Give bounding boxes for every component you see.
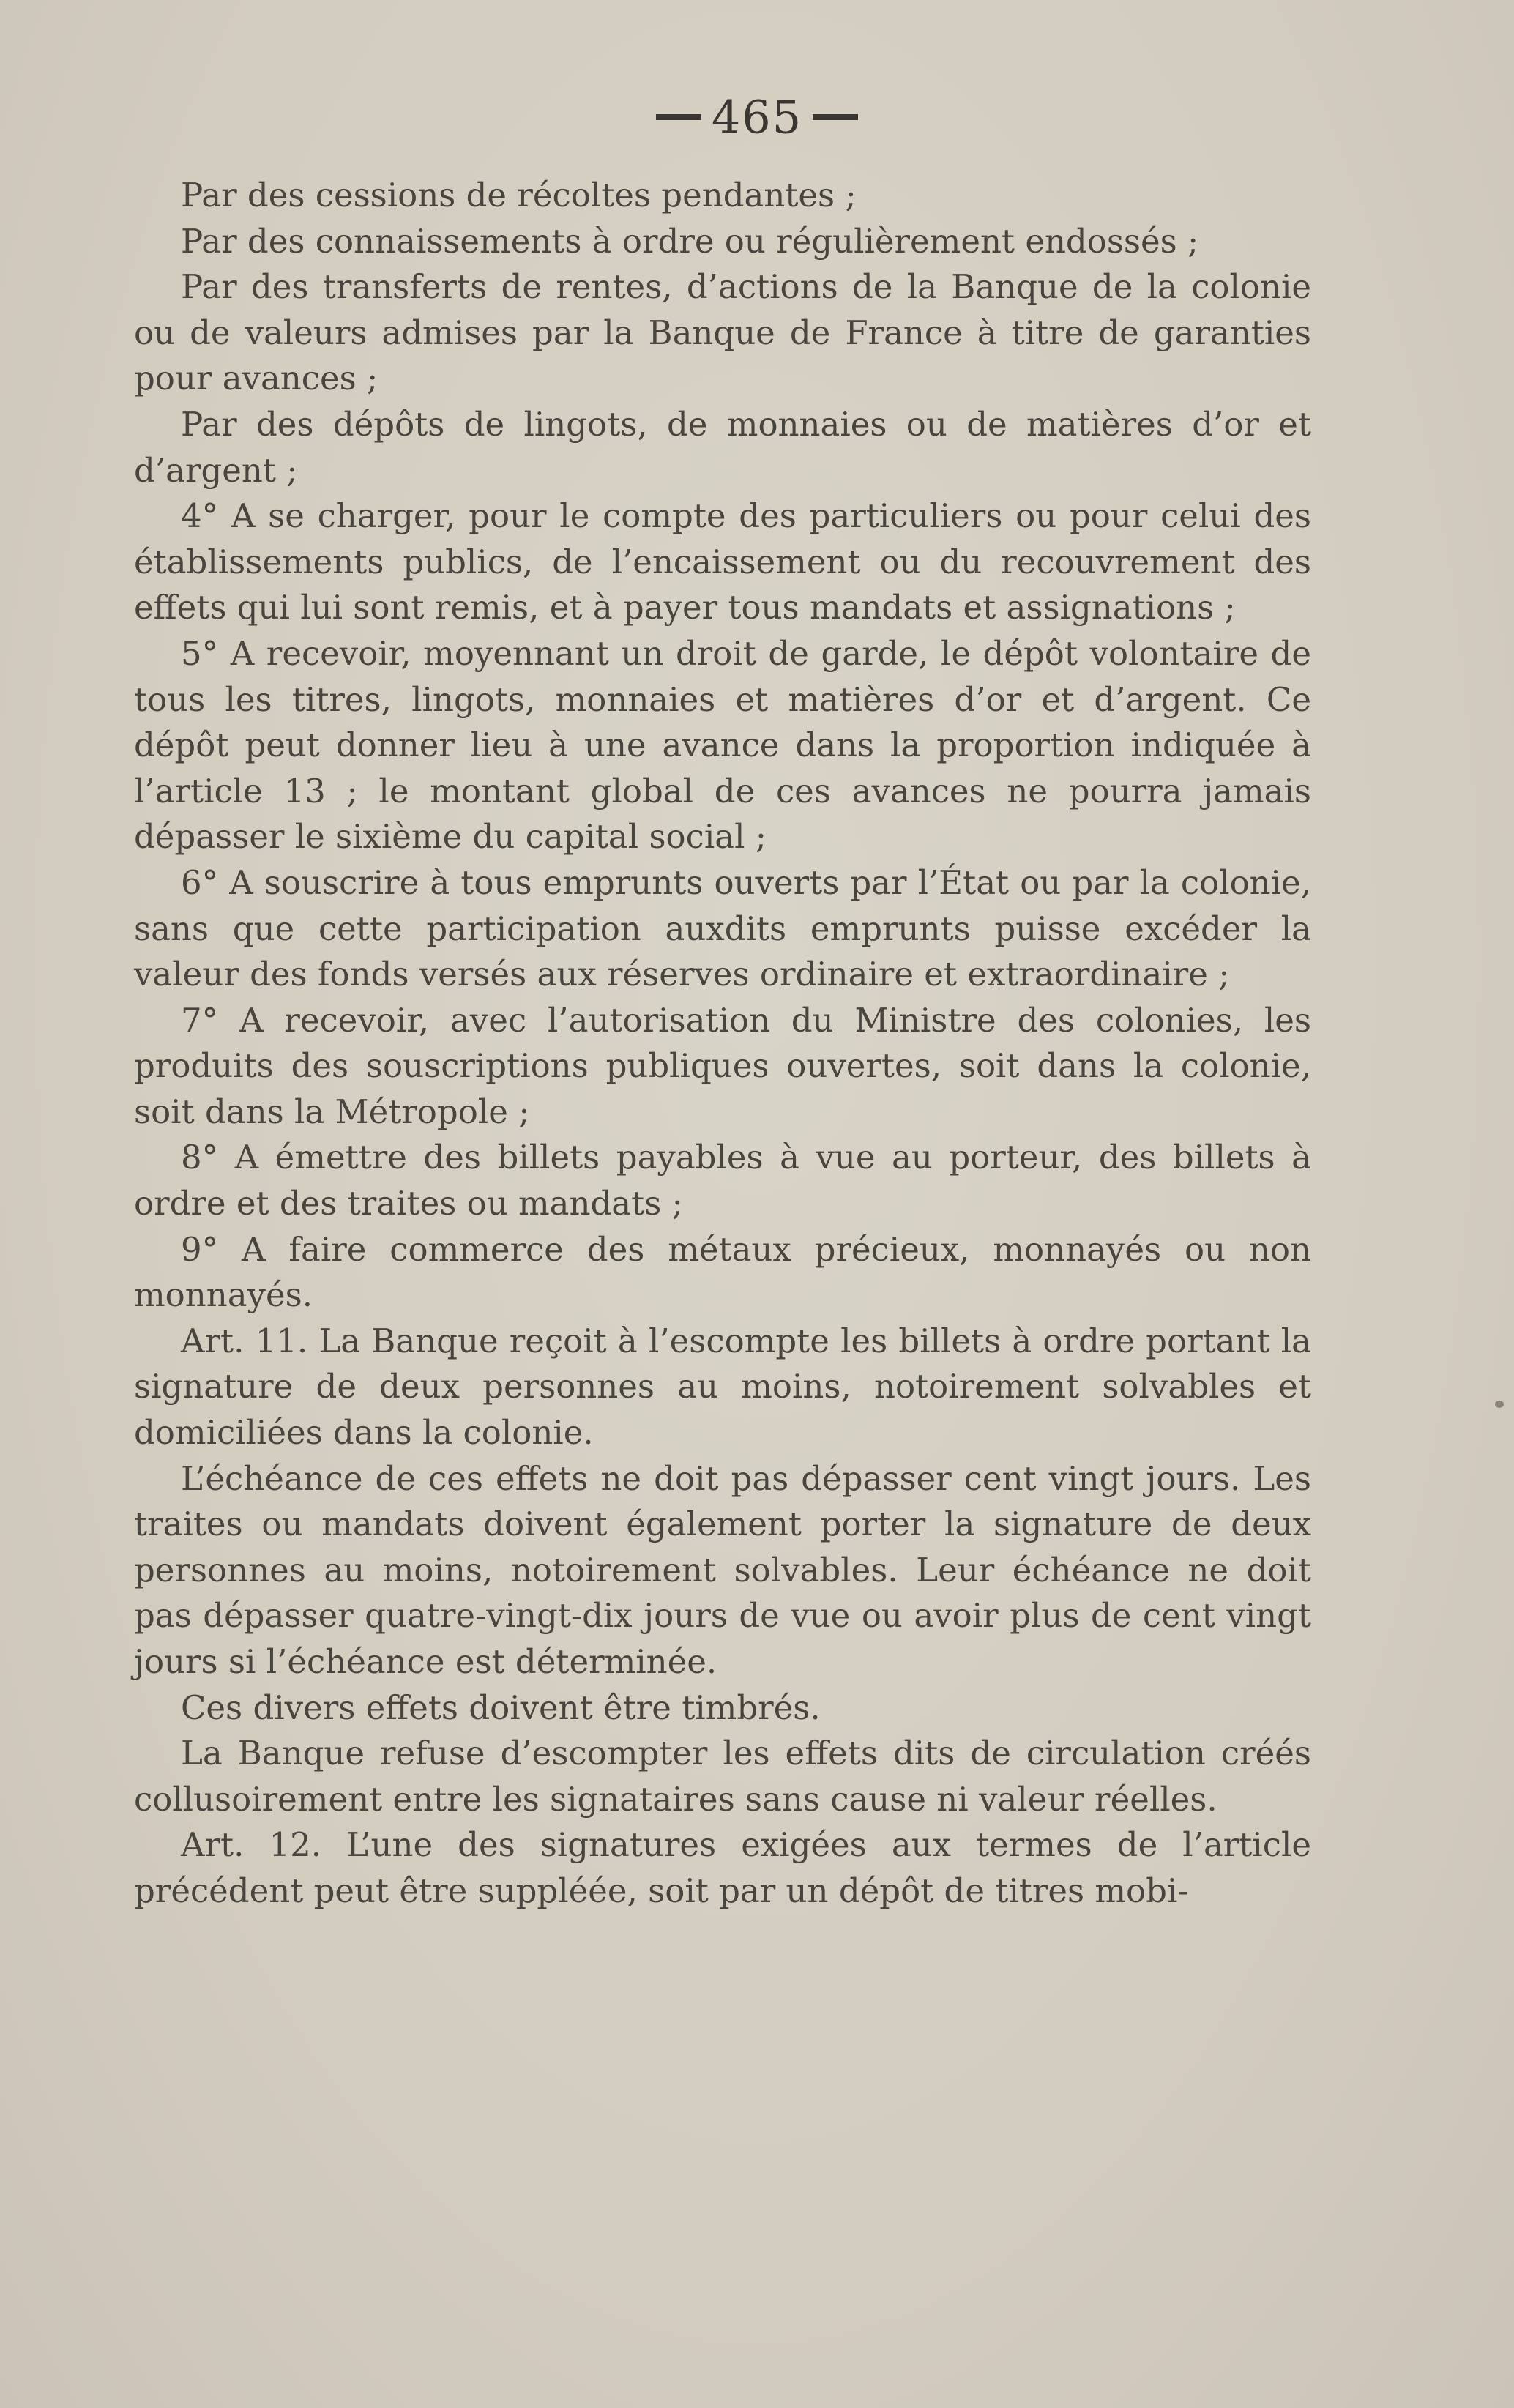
paragraph: L’échéance de ces effets ne doit pas dépasser cent vingt jours. Les traites ou mandats doivent également porter la signature de deux personnes au moins, notoirement solvables. Leur échéance ne doit pas dépasser quatre-vingt-dix jours de vue ou avoir plus de cent vingt jours si l’échéance est déterminée. (134, 1458, 1311, 1681)
paragraph: Par des cessions de récoltes pendantes ; (181, 176, 857, 215)
right-dash-ornament (813, 114, 858, 120)
paragraph: 7° A recevoir, avec l’autorisation du Ministre des colonies, les produits des souscriptions publiques ouvertes, soit dans la colonie, soit dans la Métropole ; (134, 1000, 1311, 1131)
paragraph: Art. 12. L’une des signatures exigées aux termes de l’article précédent peut être suppléée, soit par un dépôt de titres mobi- (134, 1825, 1311, 1910)
paper-speck (1495, 1401, 1504, 1408)
paragraph: 8° A émettre des billets payables à vue au porteur, des billets à ordre et des traites ou mandats ; (134, 1138, 1311, 1223)
left-dash-ornament (656, 114, 701, 120)
paragraph: 4° A se charger, pour le compte des particuliers ou pour celui des établissements publics, de l’encaissement ou du recouvrement des effets qui lui sont remis, et à payer tous mandats et assignations ; (134, 496, 1311, 627)
paragraph: 6° A souscrire à tous emprunts ouverts par l’État ou par la colonie, sans que cette participation auxdits emprunts puisse excéder la valeur des fonds versés aux réserves ordinaire et extraordinaire ; (134, 862, 1311, 994)
paragraph: Art. 11. La Banque reçoit à l’escompte les billets à ordre portant la signature de deux personnes au moins, notoirement solvables et domiciliées dans la colonie. (134, 1321, 1311, 1453)
paragraph: La Banque refuse d’escompter les effets dits de circulation créés collusoirement entre les signataires sans cause ni valeur réelles. (134, 1734, 1311, 1819)
body-text (134, 173, 1311, 1915)
page-number: 465 (711, 90, 803, 144)
paragraph: Par des connaissements à ordre ou régulièrement endossés ; (181, 221, 1199, 261)
page-header (0, 86, 1514, 143)
paragraph: 9° A faire commerce des métaux précieux, monnayés ou non monnayés. (134, 1229, 1311, 1315)
paragraph: Par des transferts de rentes, d’actions de la Banque de la colonie ou de valeurs admises par la Banque de France à titre de garanties pour avances ; (134, 267, 1311, 398)
paragraph: Par des dépôts de lingots, de monnaies ou de matières d’or et d’argent ; (134, 404, 1311, 490)
paragraph: Ces divers effets doivent être timbrés. (181, 1688, 821, 1727)
paragraph: 5° A recevoir, moyennant un droit de garde, le dépôt volontaire de tous les titres, lingots, monnaies et matières d’or et d’argent. Ce dépôt peut donner lieu à une avance dans la proportion indiquée à l’article 13 ; le montant global de ces avances ne pourra jamais dépasser le sixième du capital social ; (134, 633, 1311, 857)
